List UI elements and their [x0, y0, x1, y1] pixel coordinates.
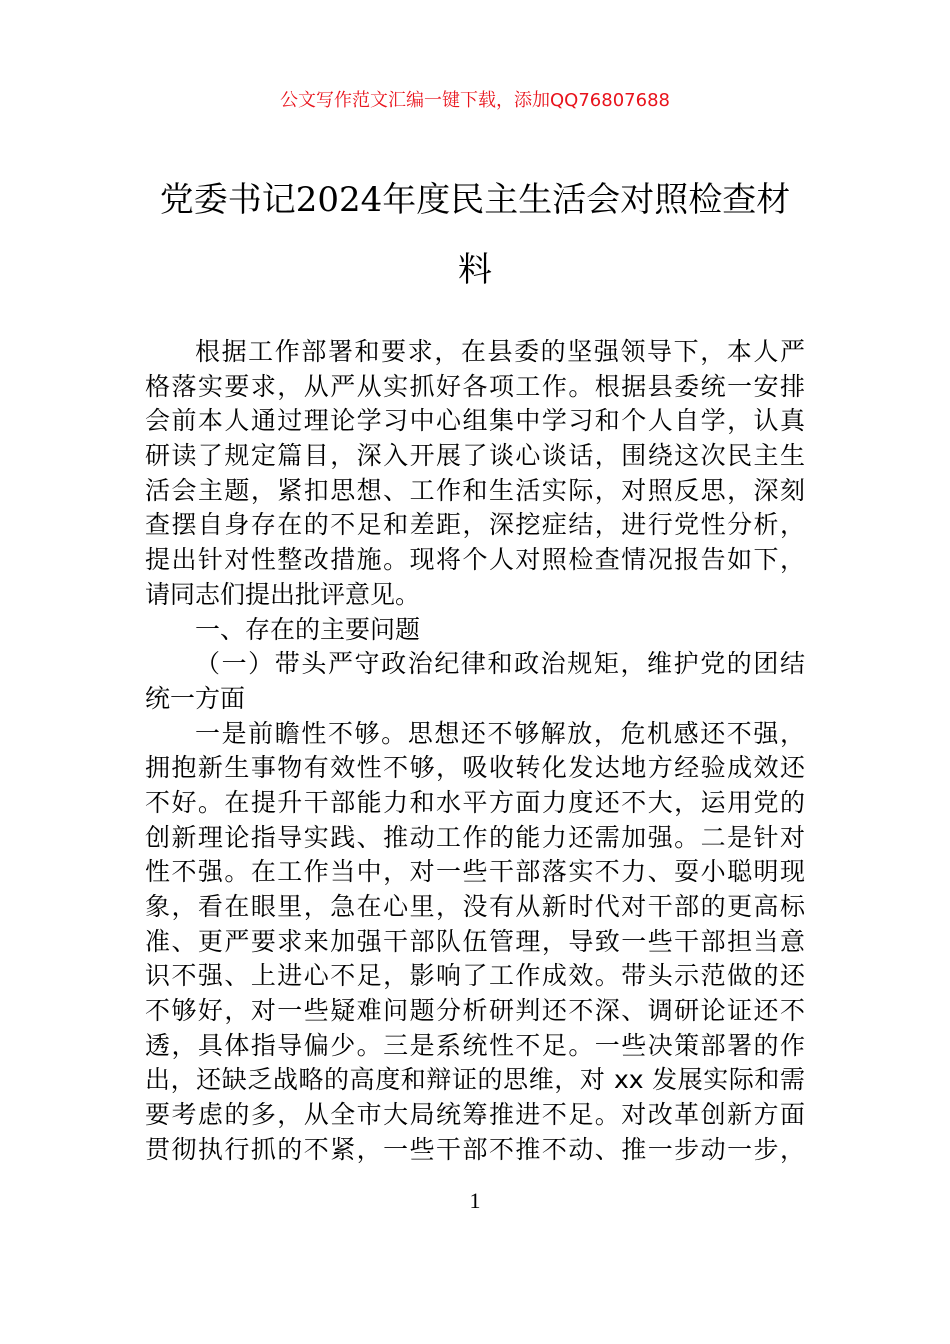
body-line: 根据工作部署和要求，在县委的坚强领导下，本人严 — [195, 337, 805, 366]
body-line: 格落实要求，从严从实抓好各项工作。根据县委统一安排 — [145, 371, 805, 401]
watermark-header: 公文写作范文汇编一键下载，添加QQ76807688 — [280, 90, 670, 111]
body-line: 象，看在眼里，急在心里，没有从新时代对干部的更高标 — [145, 892, 805, 921]
body-line: 识不强、上进心不足，影响了工作成效。带头示范做的还 — [145, 961, 805, 991]
section-heading: 一、存在的主要问题 — [195, 614, 421, 644]
body-line: 不够好，对一些疑难问题分析研判还不深、调研论证还不 — [145, 996, 805, 1026]
body-line: 不好。在提升干部能力和水平方面力度还不大，运用党的 — [145, 787, 805, 817]
subsection-heading: （一）带头严守政治纪律和政治规矩，维护党的团结 — [195, 649, 805, 679]
body-line: 出，还缺乏战略的高度和辩证的思维，对 xx 发展实际和需 — [145, 1065, 805, 1095]
body-line: 请同志们提出批评意见。 — [145, 579, 421, 609]
body-line: 活会主题，紧扣思想、工作和生活实际，对照反思，深刻 — [145, 475, 805, 505]
body-line: 准、更严要求来加强干部队伍管理，导致一些干部担当意 — [145, 926, 805, 956]
body-line: 性不强。在工作当中，对一些干部落实不力、耍小聪明现 — [145, 857, 805, 887]
body-line: 贯彻执行抓的不紧，一些干部不推不动、推一步动一步， — [145, 1134, 805, 1164]
body-line: 一是前瞻性不够。思想还不够解放，危机感还不强， — [195, 718, 805, 748]
document-body — [145, 335, 805, 1168]
document-title-line-2: 料 — [458, 250, 492, 290]
page-number: 1 — [469, 1188, 481, 1213]
body-line: 研读了规定篇目，深入开展了谈心谈话，围绕这次民主生 — [145, 441, 805, 471]
body-line: 要考虑的多，从全市大局统筹推进不足。对改革创新方面 — [145, 1100, 805, 1130]
body-line: 创新理论指导实践、推动工作的能力还需加强。二是针对 — [145, 822, 805, 852]
body-line: 透，具体指导偏少。三是系统性不足。一些决策部署的作 — [145, 1030, 805, 1060]
body-line: 提出针对性整改措施。现将个人对照检查情况报告如下， — [145, 545, 805, 575]
subsection-heading: 统一方面 — [145, 683, 246, 713]
document-title-line-1: 党委书记2024年度民主生活会对照检查材 — [159, 180, 791, 220]
body-line: 会前本人通过理论学习中心组集中学习和个人自学，认真 — [145, 406, 805, 436]
body-line: 拥抱新生事物有效性不够，吸收转化发达地方经验成效还 — [145, 753, 805, 783]
body-line: 查摆自身存在的不足和差距，深挖症结，进行党性分析， — [145, 510, 805, 540]
